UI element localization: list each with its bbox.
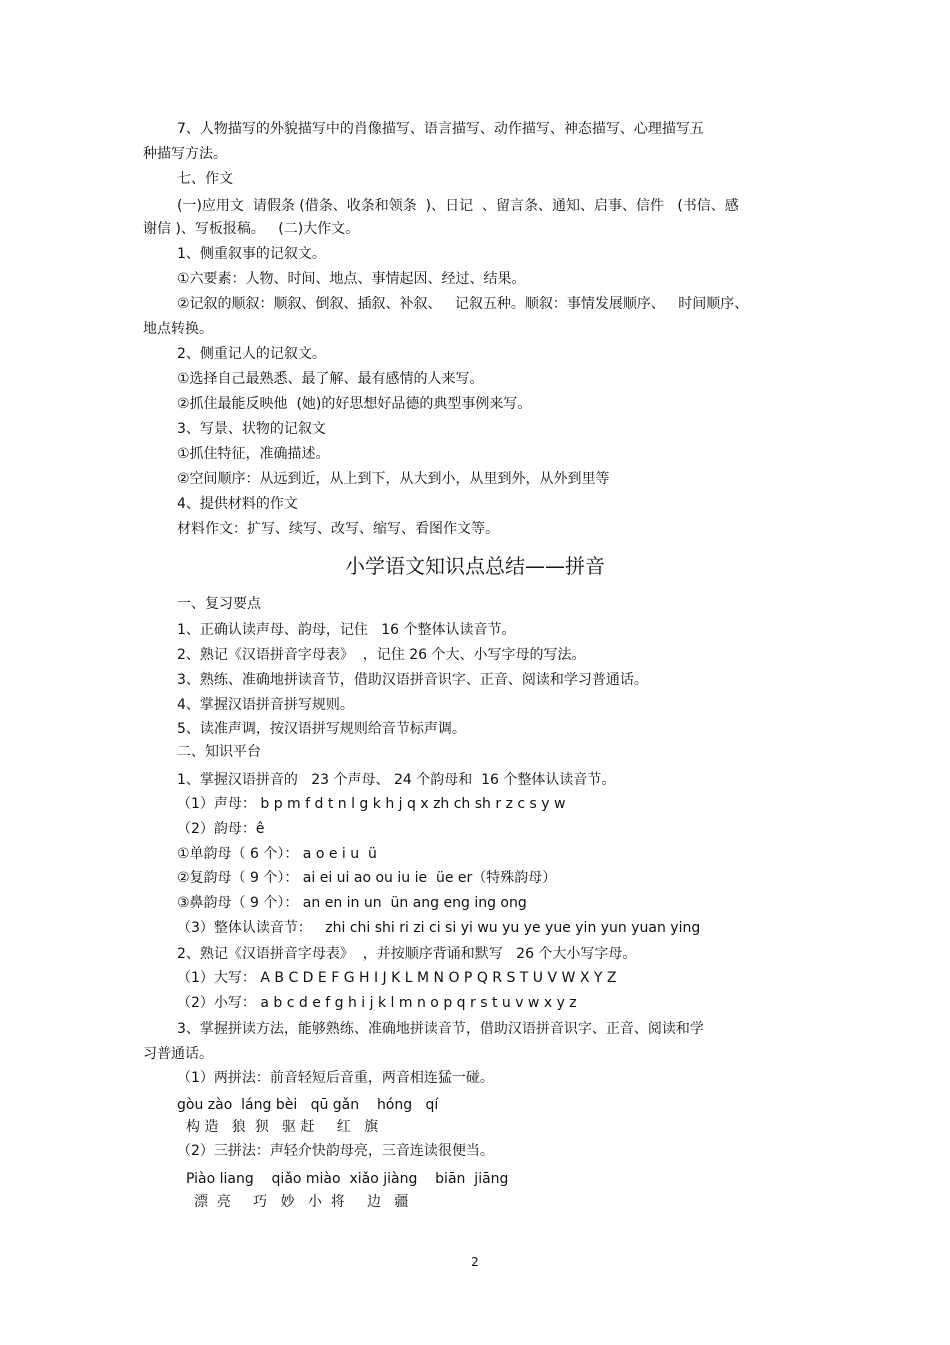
body-line: 3、掌握拼读方法，能够熟练、准确地拼读音节，借助汉语拼音识字、正音、阅读和学 xyxy=(177,1021,704,1037)
body-line: （1）声母： b p m f d t n l g k h j q x zh ch sh r z c s y w xyxy=(177,796,566,812)
hanzi-line: 构 造 狼 狈 驱 赶 红 旗 xyxy=(186,1119,379,1135)
body-line: (一)应用文 请假条 (借条、收条和领条 )、日记 、留言条、通知、启事、信件 (书信、感 xyxy=(177,198,739,214)
body-line: （1）大写： A B C D E F G H I J K L M N O P Q R S T U V W X Y Z xyxy=(177,970,617,986)
body-line: ②空间顺序：从远到近，从上到下，从大到小，从里到外，从外到里等 xyxy=(177,471,610,487)
body-line: ②抓住最能反映他 (她)的好思想好品德的典型事例来写。 xyxy=(177,396,532,412)
body-line: 1、掌握汉语拼音的 23 个声母、 24 个韵母和 16 个整体认读音节。 xyxy=(177,772,616,788)
section-heading: 一、复习要点 xyxy=(177,596,261,612)
body-line: 5、读准声调，按汉语拼写规则给音节标声调。 xyxy=(177,721,466,737)
body-line: 3、熟练、准确地拼读音节，借助汉语拼音识字、正音、阅读和学习普通话。 xyxy=(177,672,648,688)
body-line: （2）韵母：ê xyxy=(177,821,265,837)
body-line: 1、侧重叙事的记叙文。 xyxy=(177,246,326,262)
pinyin-line: Piào liang qiǎo miào xiǎo jiàng biān jiāng xyxy=(186,1171,509,1187)
body-line: ①抓住特征，准确描述。 xyxy=(177,446,330,462)
section-title: 小学语文知识点总结——拼音 xyxy=(345,554,605,578)
body-line: 谢信 )、写板报稿。 (二)大作文。 xyxy=(143,221,360,237)
body-line: 3、写景、状物的记叙文 xyxy=(177,421,326,437)
body-line: ①单韵母（ 6 个）： a o e i u ü xyxy=(177,846,377,862)
body-line: 2、侧重记人的记叙文。 xyxy=(177,346,326,362)
page-number: 2 xyxy=(471,1255,479,1269)
body-line: 7、人物描写的外貌描写中的肖像描写、语言描写、动作描写、神态描写、心理描写五 xyxy=(177,121,704,137)
body-line: 地点转换。 xyxy=(143,321,213,337)
body-line: 4、掌握汉语拼音拼写规则。 xyxy=(177,697,354,713)
body-line: 习普通话。 xyxy=(143,1046,213,1062)
body-line: （3）整体认读音节： zhi chi shi ri zi ci si yi wu yu ye yue yin yun yuan ying xyxy=(177,920,701,936)
body-line: 材料作文：扩写、续写、改写、缩写、看图作文等。 xyxy=(177,521,499,537)
pinyin-line: gòu zào láng bèi qū gǎn hóng qí xyxy=(177,1097,439,1113)
body-line: 种描写方法。 xyxy=(143,146,227,162)
body-line: （2）小写： a b c d e f g h i j k l m n o p q r s t u v w x y z xyxy=(177,995,577,1011)
body-line: ②记叙的顺叙：顺叙、倒叙、插叙、补叙、 记叙五种。顺叙：事情发展顺序、 时间顺序、 xyxy=(177,296,749,312)
hanzi-line: 漂 亮 巧 妙 小 将 边 疆 xyxy=(194,1194,409,1210)
body-line: （1）两拼法：前音轻短后音重，两音相连猛一碰。 xyxy=(177,1070,494,1086)
body-line: ①选择自己最熟悉、最了解、最有感情的人来写。 xyxy=(177,371,484,387)
section-heading: 七、作文 xyxy=(177,171,233,187)
body-line: 1、正确认读声母、韵母，记住 16 个整体认读音节。 xyxy=(177,622,516,638)
body-line: （2）三拼法：声轻介快韵母亮，三音连读很便当。 xyxy=(177,1143,494,1159)
section-heading: 二、知识平台 xyxy=(177,744,261,760)
body-line: 2、熟记《汉语拼音字母表》 ，记住 26 个大、小写字母的写法。 xyxy=(177,647,586,663)
body-line: ③鼻韵母（ 9 个）： an en in un ün ang eng ing ong xyxy=(177,895,527,911)
body-line: 2、熟记《汉语拼音字母表》 ，并按顺序背诵和默写 26 个大小写字母。 xyxy=(177,946,637,962)
body-line: 4、提供材料的作文 xyxy=(177,496,298,512)
body-line: ①六要素：人物、时间、地点、事情起因、经过、结果。 xyxy=(177,271,526,287)
body-line: ②复韵母（ 9 个）： ai ei ui ao ou iu ie üe er（特殊韵母） xyxy=(177,870,557,886)
